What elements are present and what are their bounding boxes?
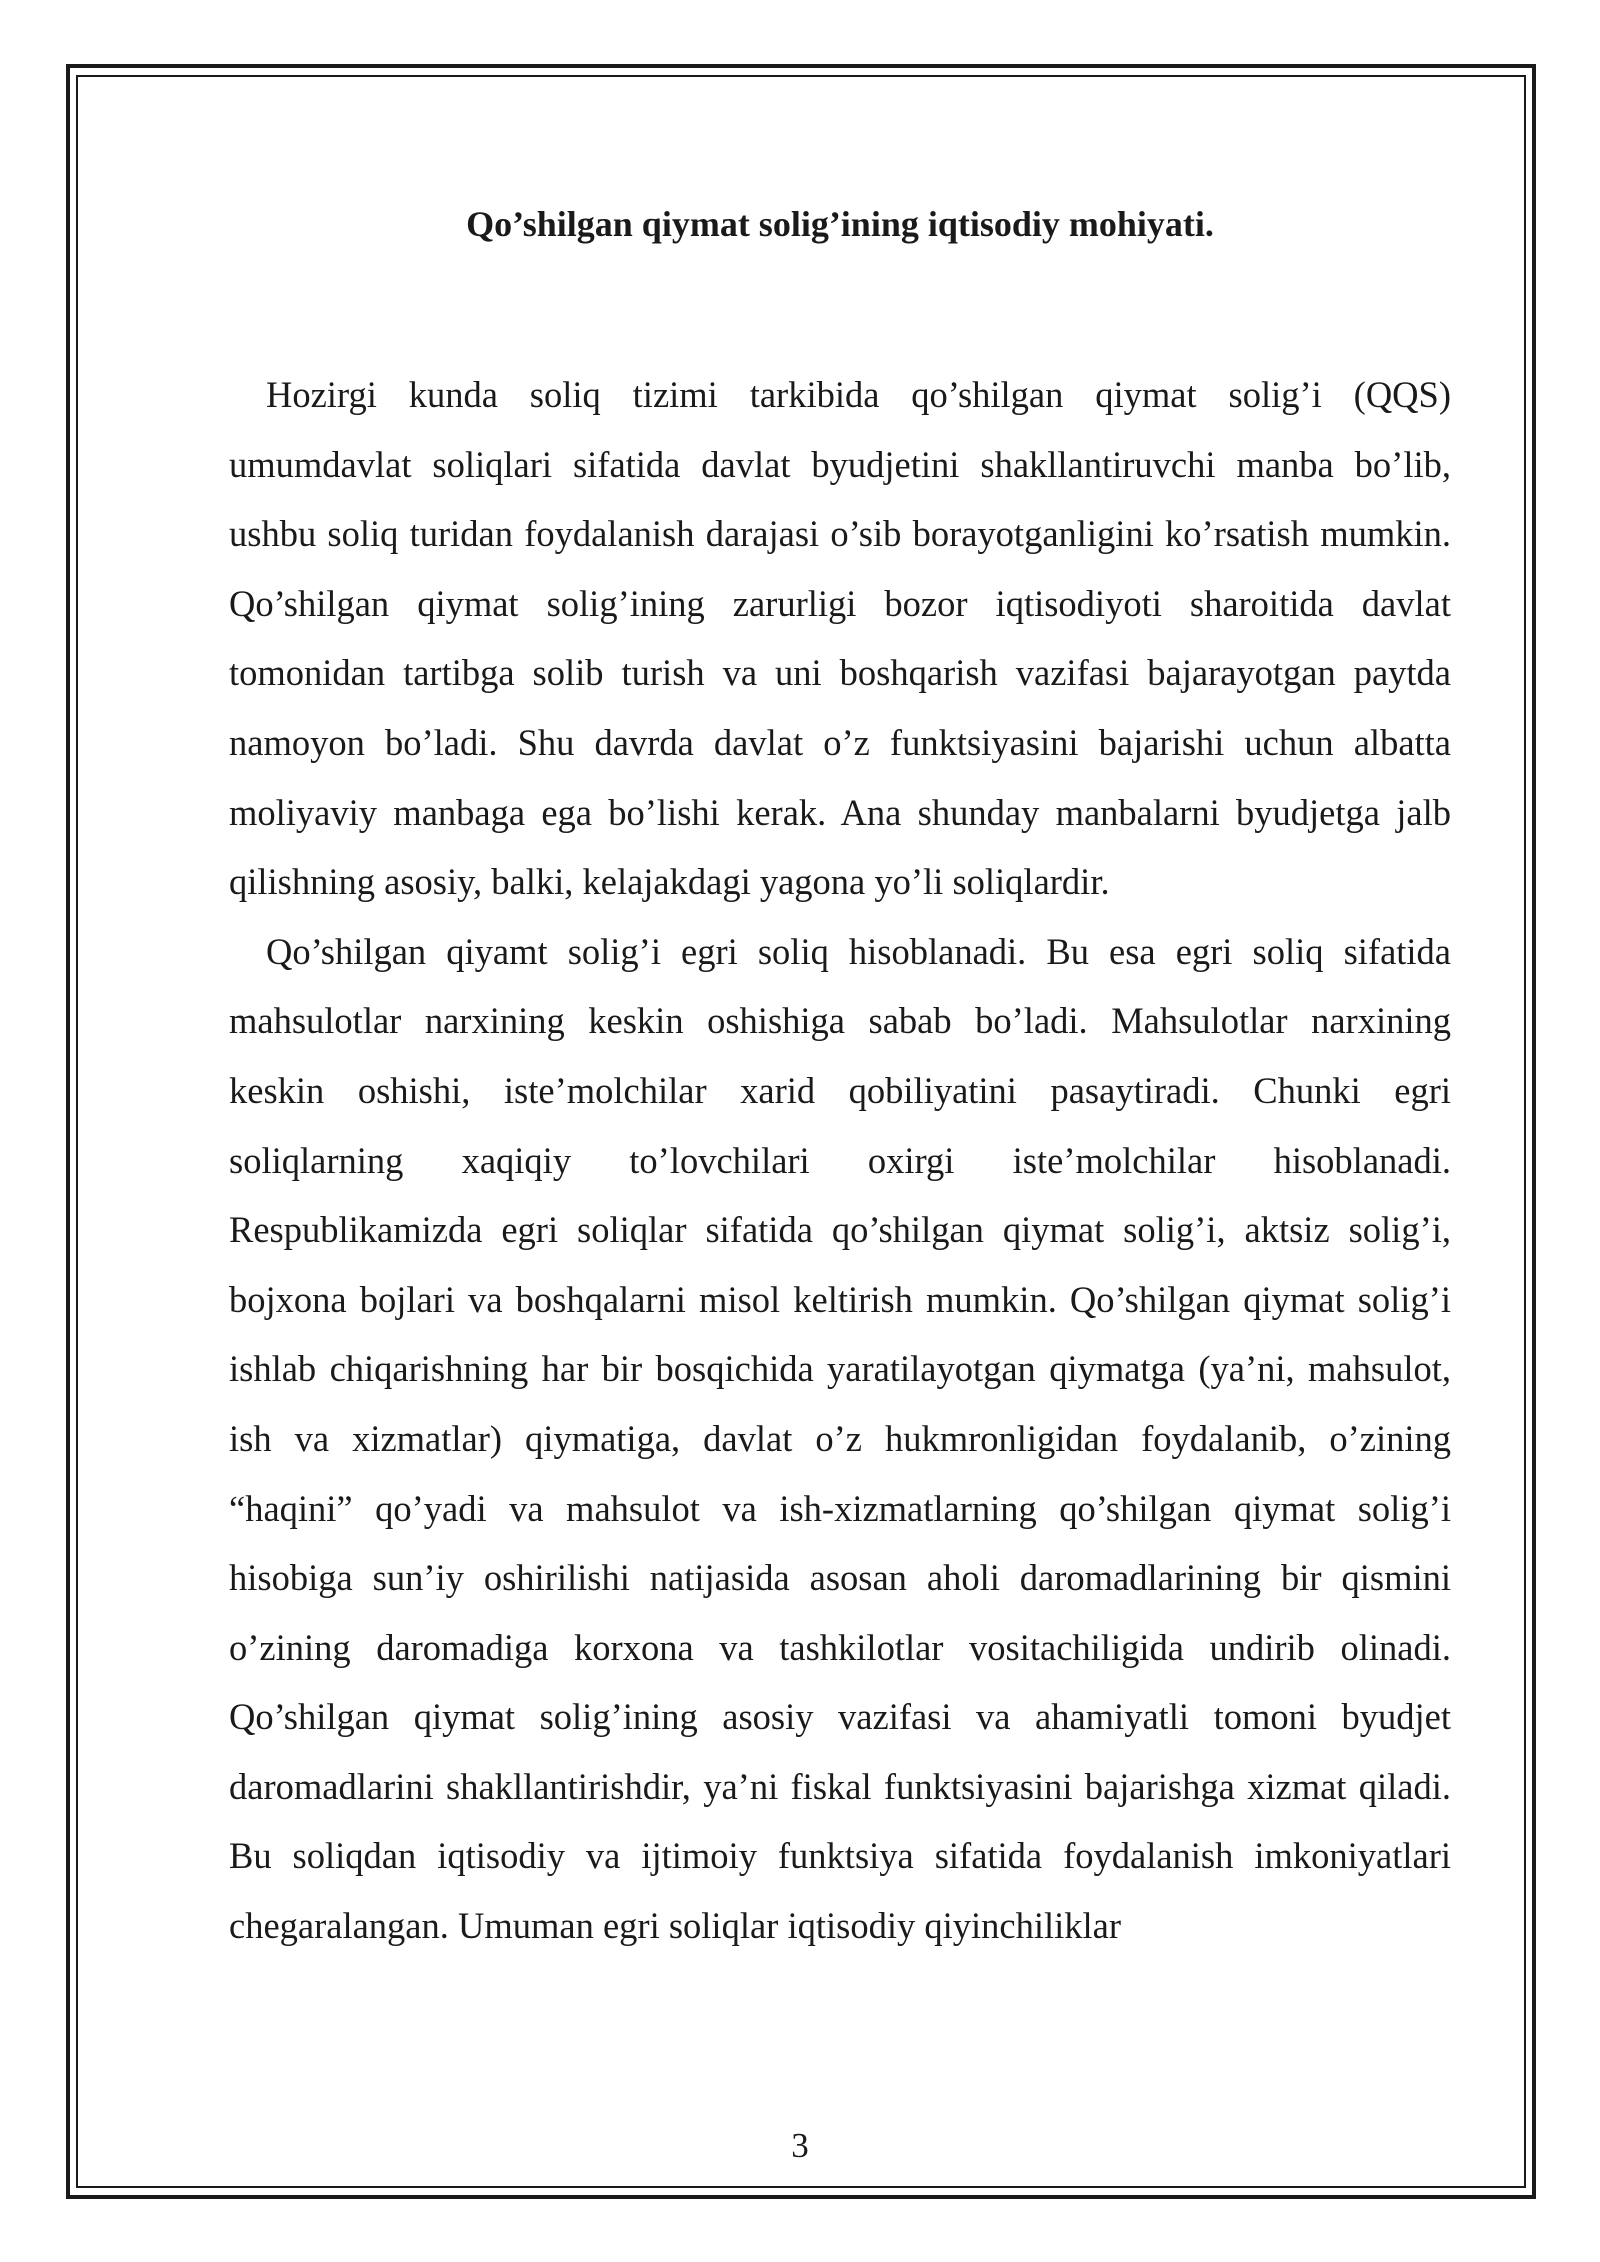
paragraph-1: Hozirgi kunda soliq tizimi tarkibida qo’shilgan qiymat solig’i (QQS) umumdavlat soliqlari sifatida davlat byudjetini shakllantiruvchi manba bo’lib, ushbu soliq turidan foydalanish darajasi o’sib borayotganligini ko’rsatish mumkin. Qo’shilgan qiymat solig’ining zarurligi bozor iqtisodiyoti sharoitida davlat tomonidan tartibga solib turish va uni boshqarish vazifasi bajarayotgan paytda namoyon bo’ladi. Shu davrda davlat o’z funktsiyasini bajarishi uchun albatta moliyaviy manbaga ega bo’lishi kerak. Ana shunday manbalarni byudjetga jalb qilishning asosiy, balki, kelajakdagi yagona yo’li soliqlardir.	[229, 374, 1451, 903]
document-body	[229, 360, 1451, 1961]
document-title: Qo’shilgan qiymat solig’ining iqtisodiy mohiyati.	[466, 204, 1214, 244]
paragraph-2: Qo’shilgan qiyamt solig’i egri soliq hisoblanadi. Bu esa egri soliq sifatida mahsulotlar narxining keskin oshishiga sabab bo’ladi. Mahsulotlar narxining keskin oshishi, iste’molchilar xarid qobiliyatini pasaytiradi. Chunki egri soliqlarning xaqiqiy to’lovchilari oxirgi iste’molchilar hisoblanadi. Respublikamizda egri soliqlar sifatida qo’shilgan qiymat solig’i, aktsiz solig’i, bojxona bojlari va boshqalarni misol keltirish mumkin. Qo’shilgan qiymat solig’i ishlab chiqarishning har bir bosqichida yaratilayotgan qiymatga (ya’ni, mahsulot, ish va xizmatlar) qiymatiga, davlat o’z hukmronligidan foydalanib, o’zining “haqini” qo’yadi va mahsulot va ish-xizmatlarning qo’shilgan qiymat solig’i hisobiga sun’iy oshirilishi natijasida asosan aholi daromadlarining bir qismini o’zining daromadiga korxona va tashkilotlar vositachiligida undirib olinadi. Qo’shilgan qiymat solig’ining asosiy vazifasi va ahamiyatli tomoni byudjet daromadlarini shakllantirishdir, ya’ni fiskal funktsiyasini bajarishga xizmat qiladi. Bu soliqdan iqtisodiy va ijtimoiy funktsiya sifatida foydalanish imkoniyatlari chegaralangan. Umuman egri soliqlar iqtisodiy qiyinchiliklar	[229, 930, 1451, 1947]
page-number: 3	[791, 2126, 809, 2165]
